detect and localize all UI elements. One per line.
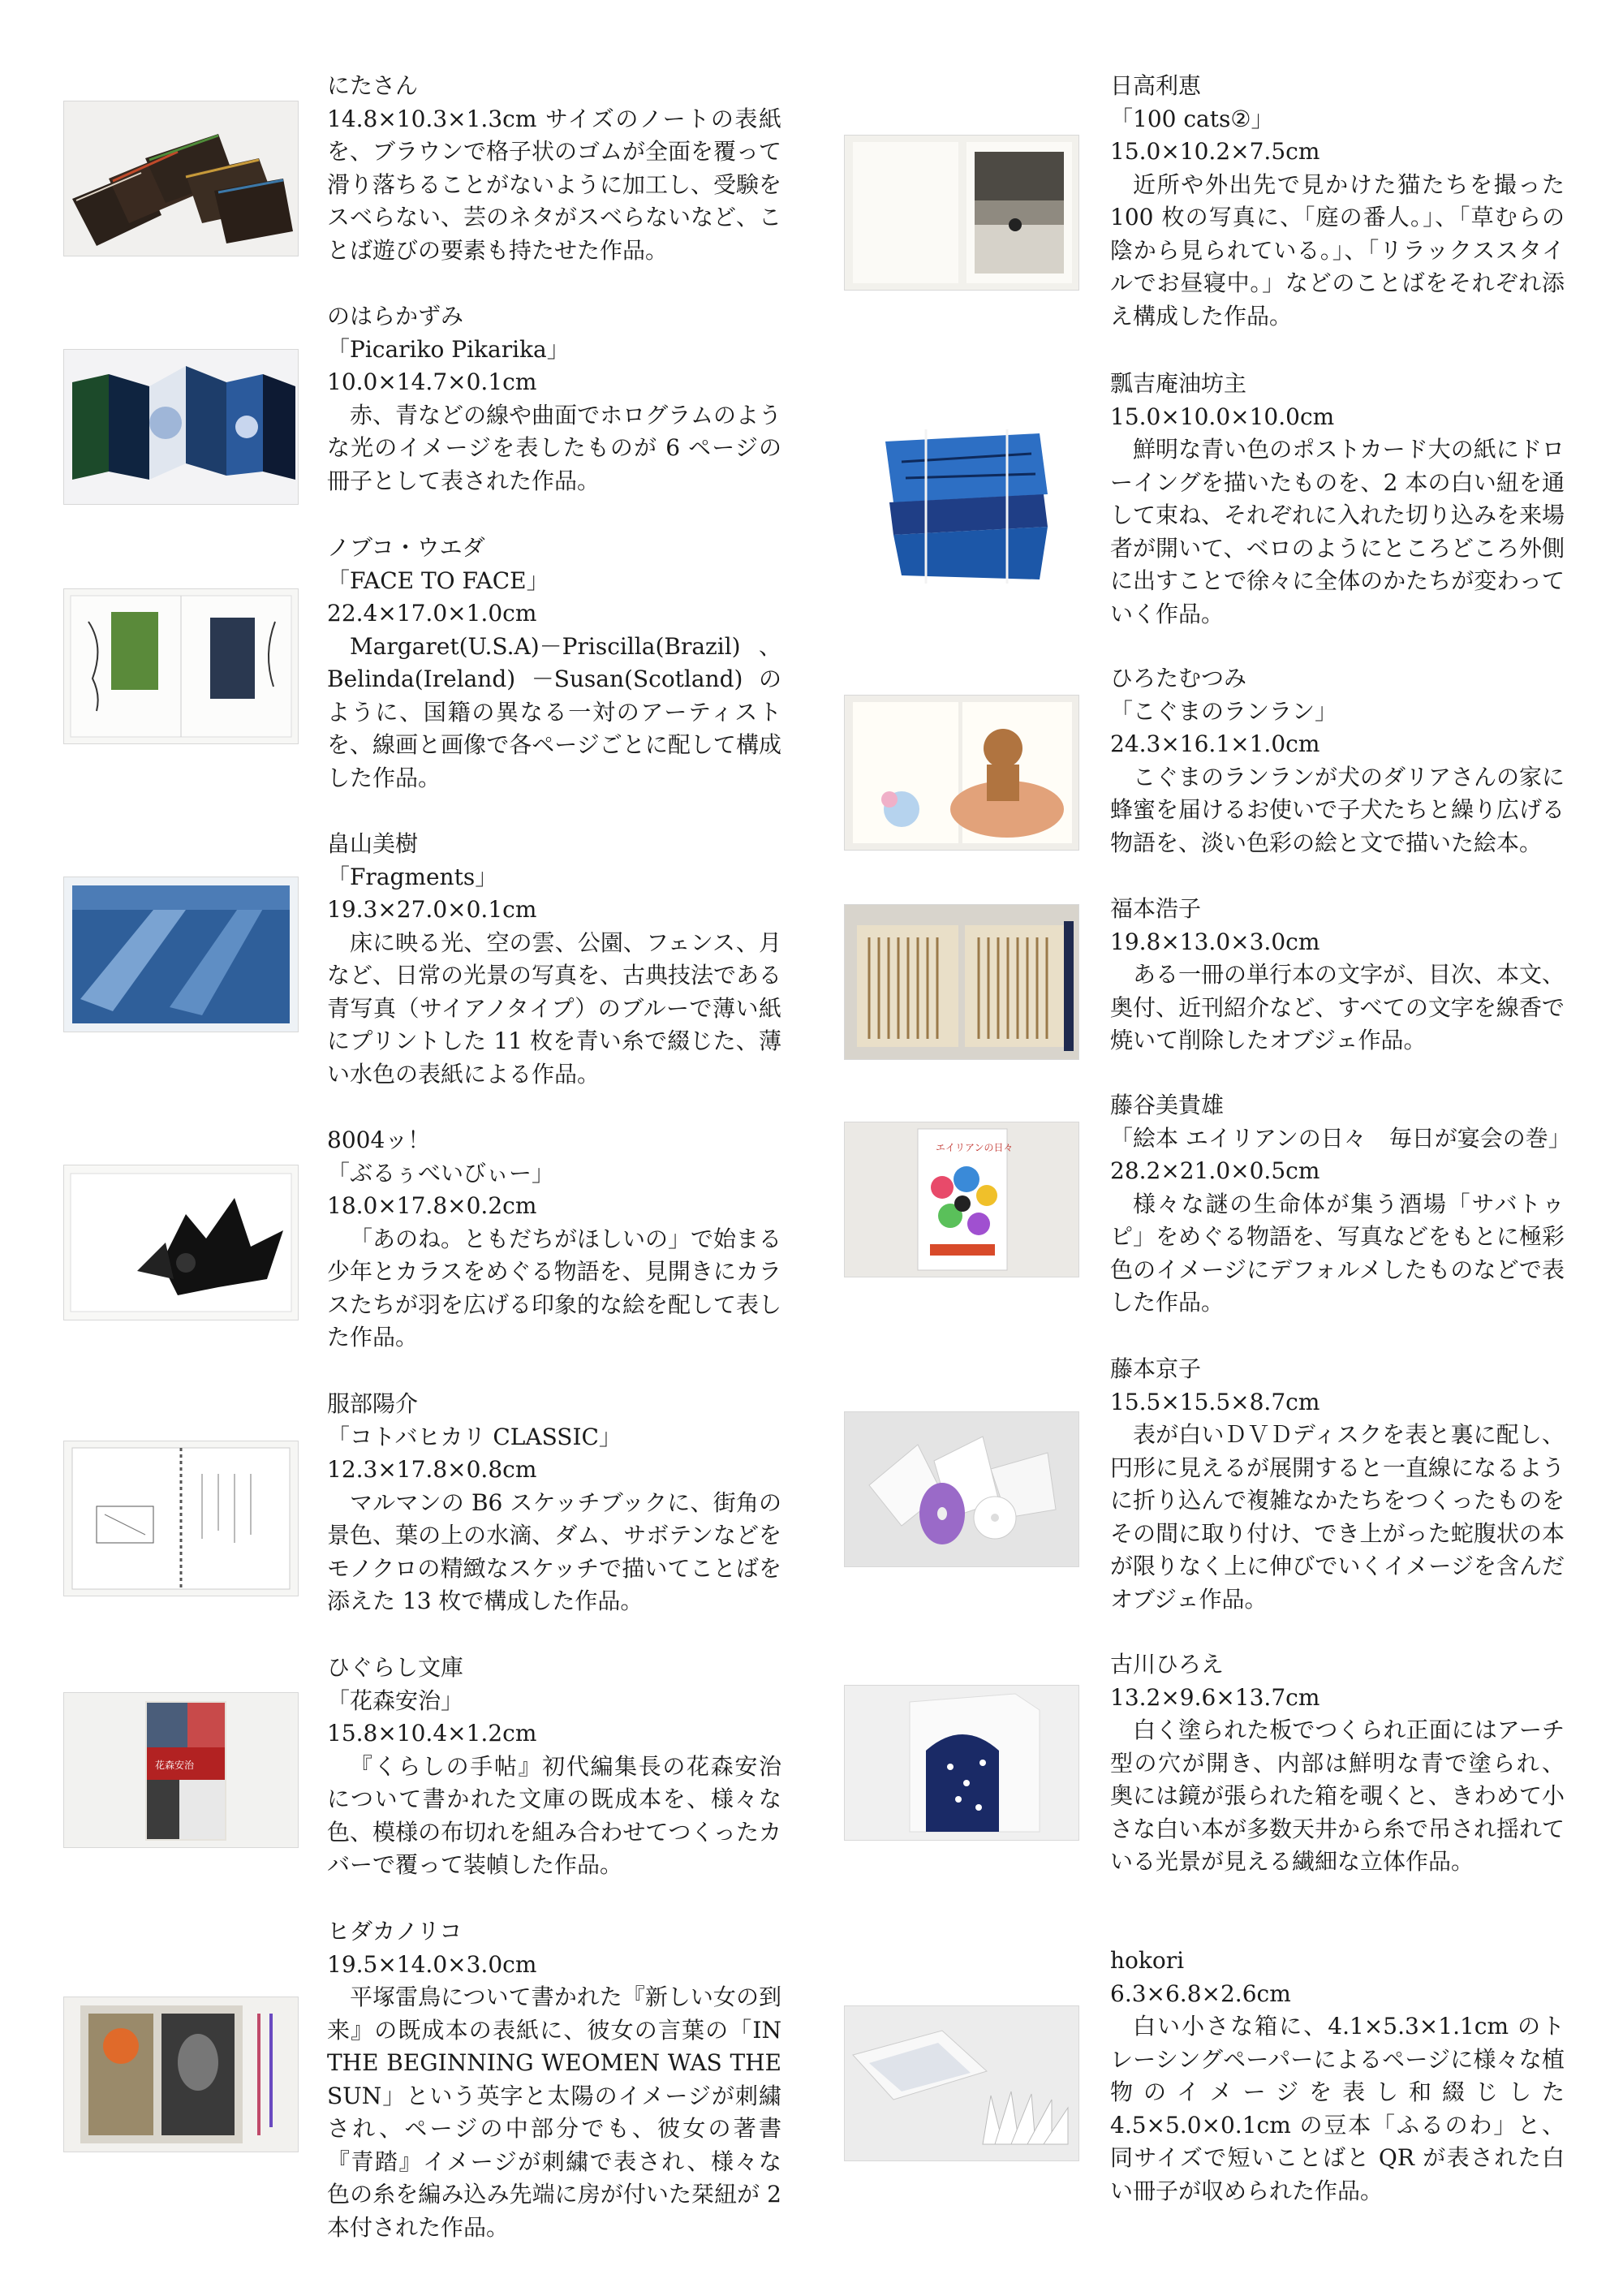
- open-book-faces-photo: [63, 588, 299, 744]
- entry-text: [327, 1915, 781, 2244]
- artwork-description: Margaret(U.S.A)－Priscilla(Brazil)、Belinda(Ireland) －Susan(Scotland) のように、国籍の異なる一対のアーティストを、線画と画像で各ページごとに配して構成した作品。: [327, 632, 781, 791]
- burned-text-book-photo: [844, 904, 1079, 1060]
- artwork-title: 「花森安治」: [327, 1686, 464, 1714]
- artwork-description: 平塚雷鳥について書かれた『新しい女の到来』の既成本の表紙に、彼女の言葉の「IN THE BEGINNING WEOMEN WAS THE SUN」という英字と太陽のイメージが刺繍され、ページの中部分でも、彼女の著書『青踏』イメージが刺繍で表され、様々な色の糸を編み込み先端に房が付いた栞紐が 2 本付された作品。: [327, 1984, 781, 2241]
- artist-name: 藤谷美貴雄: [1110, 1092, 1225, 1118]
- artist-name: 福本浩子: [1110, 895, 1202, 922]
- artist-name: 瓢吉庵油坊主: [1110, 370, 1247, 397]
- artist-name: 畠山美樹: [327, 830, 419, 857]
- entry-text: [1110, 893, 1565, 1058]
- artwork-size: 22.4×17.0×1.0cm: [327, 600, 537, 627]
- artwork-size: 19.5×14.0×3.0cm: [327, 1950, 537, 1978]
- entry-text: [1110, 368, 1565, 631]
- entry-text: [1110, 1648, 1565, 1879]
- artist-name: にたさん: [327, 72, 419, 99]
- artwork-size: 6.3×6.8×2.6cm: [1110, 1979, 1291, 2007]
- entry-text: [1110, 1089, 1571, 1320]
- artwork-title: 「100 cats②」: [1110, 105, 1274, 132]
- artwork-title: 「Picariko Pikarika」: [327, 335, 570, 363]
- artwork-description: こぐまのランランが犬のダリアさんの家に蜂蜜を届けるお使いで子犬たちと繰り広げる物語を、淡い色彩の絵と文で描いた絵本。: [1110, 763, 1565, 856]
- entry-text: [1110, 70, 1565, 333]
- artwork-description: 床に映る光、空の雲、公園、フェンス、月など、日常の光景の写真を、古典技法である青写真（サイアノタイプ）のブルーで薄い紙にプリントした 11 枚を青い糸で綴じた、薄い水色の表紙による作品。: [327, 928, 782, 1088]
- artist-name: のはらかずみ: [327, 303, 464, 330]
- cat-photo-book-photo: [844, 135, 1079, 291]
- artwork-description: 『くらしの手帖』初代編集長の花森安治について書かれた文庫の既成本を、様々な色、模様の布切れを組み合わせてつくったカバーで覆って装幀した作品。: [327, 1752, 781, 1878]
- artwork-size: 12.3×17.8×0.8cm: [327, 1456, 537, 1483]
- artwork-description: ある一冊の単行本の文字が、目次、本文、奥付、近刊紹介など、すべての文字を線香で焼いて削除したオブジェ作品。: [1110, 961, 1565, 1053]
- cover-label: 花森安治: [155, 1760, 195, 1771]
- artwork-size: 15.0×10.2×7.5cm: [1110, 138, 1320, 165]
- artwork-size: 24.3×16.1×1.0cm: [1110, 730, 1320, 757]
- artwork-title: 「Fragments」: [327, 863, 498, 890]
- artwork-description: 白く塗られた板でつくられ正面にはアーチ型の穴が開き、内部は鮮明な青で塗られ、奥には鏡が張られた箱を覗くと、きわめて小さな白い本が多数天井から糸で吊され揺れている光景が見える繊細な立体作品。: [1110, 1717, 1565, 1875]
- entry-text: [1110, 662, 1565, 859]
- artwork-size: 19.8×13.0×3.0cm: [1110, 928, 1320, 955]
- artwork-size: 19.3×27.0×0.1cm: [327, 896, 537, 923]
- patchwork-cover-photo: [63, 1692, 299, 1848]
- artwork-size: 28.2×21.0×0.5cm: [1110, 1157, 1320, 1184]
- entry-text: [327, 532, 781, 795]
- entry-text: [327, 1652, 781, 1882]
- accordion-book-photo: [63, 349, 299, 505]
- artwork-description: 近所や外出先で見かけた猫たちを撮った 100 枚の写真に、「庭の番人。」、「草むらの陰から見られている。」、「リラックススタイルでお昼寝中。」などのことばをそれぞれ添え構成した作品。: [1110, 170, 1565, 330]
- artwork-size: 10.0×14.7×0.1cm: [327, 368, 537, 395]
- artist-name: 古川ひろえ: [1110, 1651, 1225, 1678]
- stacked-notebooks-photo: [63, 101, 299, 256]
- sketchbook-photo: [63, 1441, 299, 1596]
- artwork-description: 鮮明な青い色のポストカード大の紙にドローイングを描いたものを、2 本の白い紐を通して束ね、それぞれに入れた切り込みを来場者が開いて、ベロのようにところどころ外側に出すことで徐々に全体のかたちが変わっていく作品。: [1110, 436, 1565, 627]
- cyanotype-book-photo: [63, 877, 299, 1032]
- artwork-size: 15.5×15.5×8.7cm: [1110, 1388, 1320, 1415]
- arched-box-photo: [844, 1685, 1079, 1841]
- entry-text: [327, 300, 781, 498]
- artist-name: ノブコ・ウエダ: [327, 534, 485, 561]
- artwork-title: 「FACE TO FACE」: [327, 566, 549, 594]
- artwork-description: 14.8×10.3×1.3cm サイズのノートの表紙を、ブラウンで格子状のゴムが全面を覆って滑り落ちることがないように加工し、受験をスベらない、芸のネタがスベらないなど、ことば遊びの要素も持たせた作品。: [327, 105, 782, 264]
- artwork-size: 18.0×17.8×0.2cm: [327, 1192, 537, 1219]
- cover-label: エイリアンの日々: [936, 1142, 1014, 1153]
- artwork-title: 「コトバヒカリ CLASSIC」: [327, 1423, 622, 1450]
- artwork-description: 「あのね。ともだちがほしいの」で始まる少年とカラスをめぐる物語を、見開きにカラスたちが羽を広げる印象的な絵を配して表した作品。: [327, 1225, 782, 1350]
- blue-cards-photo: [844, 429, 1079, 584]
- artwork-title: 「絵本 エイリアンの日々 毎日が宴会の巻」: [1110, 1124, 1571, 1152]
- alien-picture-book-photo: [844, 1122, 1079, 1277]
- artwork-description: 表が白いＤＶＤディスクを表と裏に配し、円形に見えるが展開すると一直線になるように折り込んで複雑なかたちをつくったものをその間に取り付け、でき上がった蛇腹状の本が限りなく上に伸びでいくイメージを含んだオブジェ作品。: [1110, 1421, 1565, 1613]
- artist-name: hokori: [1110, 1947, 1185, 1974]
- embroidered-book-photo: [63, 1997, 299, 2152]
- entry-text: [1110, 1353, 1565, 1616]
- artwork-size: 15.8×10.4×1.2cm: [327, 1720, 537, 1747]
- artwork-size: 13.2×9.6×13.7cm: [1110, 1683, 1320, 1711]
- white-box-mame-book-photo: [844, 2005, 1079, 2161]
- artwork-description: 様々な謎の生命体が集う酒場「サバトゥピ」をめぐる物語を、写真などをもとに極彩色のイメージにデフォルメしたものなどで表した作品。: [1110, 1190, 1565, 1316]
- artist-name: 服部陽介: [327, 1390, 419, 1417]
- crow-picture-book-photo: [63, 1165, 299, 1320]
- entry-text: [327, 828, 781, 1091]
- folded-dvd-object-photo: [844, 1411, 1079, 1567]
- artist-name: ひぐらし文庫: [327, 1654, 464, 1681]
- artist-name: 8004ッ！: [327, 1126, 431, 1153]
- artwork-title: 「こぐまのランラン」: [1110, 697, 1338, 725]
- artwork-description: 赤、青などの線や曲面でホログラムのような光のイメージを表したものが 6 ページの冊子として表された作品。: [327, 401, 781, 494]
- artwork-description: 白い小さな箱に、4.1×5.3×1.1cm のトレーシングペーパーによるページに様々な植物のイメージを表し和綴じした 4.5×5.0×0.1cm の豆本「ふるのわ」と、同サイズで短いことばと QR が表された白い冊子が収められた作品。: [1110, 2013, 1565, 2204]
- artwork-title: 「ぶるぅべいびぃー」: [327, 1159, 555, 1187]
- artwork-size: 15.0×10.0×10.0cm: [1110, 403, 1335, 430]
- bear-picture-book-photo: [844, 695, 1079, 851]
- entry-text: [327, 70, 781, 267]
- artist-name: 藤本京子: [1110, 1355, 1202, 1382]
- artist-name: 日高利恵: [1110, 72, 1202, 99]
- artist-name: ひろたむつみ: [1110, 665, 1247, 691]
- artist-name: ヒダカノリコ: [327, 1918, 463, 1945]
- artwork-description: マルマンの B6 スケッチブックに、街角の景色、葉の上の水滴、ダム、サボテンなどをモノクロの精緻なスケッチで描いてことばを添えた 13 枚で構成した作品。: [327, 1488, 781, 1614]
- entry-text: [327, 1388, 781, 1618]
- entry-text: [1110, 1945, 1565, 2208]
- entry-text: [327, 1124, 781, 1355]
